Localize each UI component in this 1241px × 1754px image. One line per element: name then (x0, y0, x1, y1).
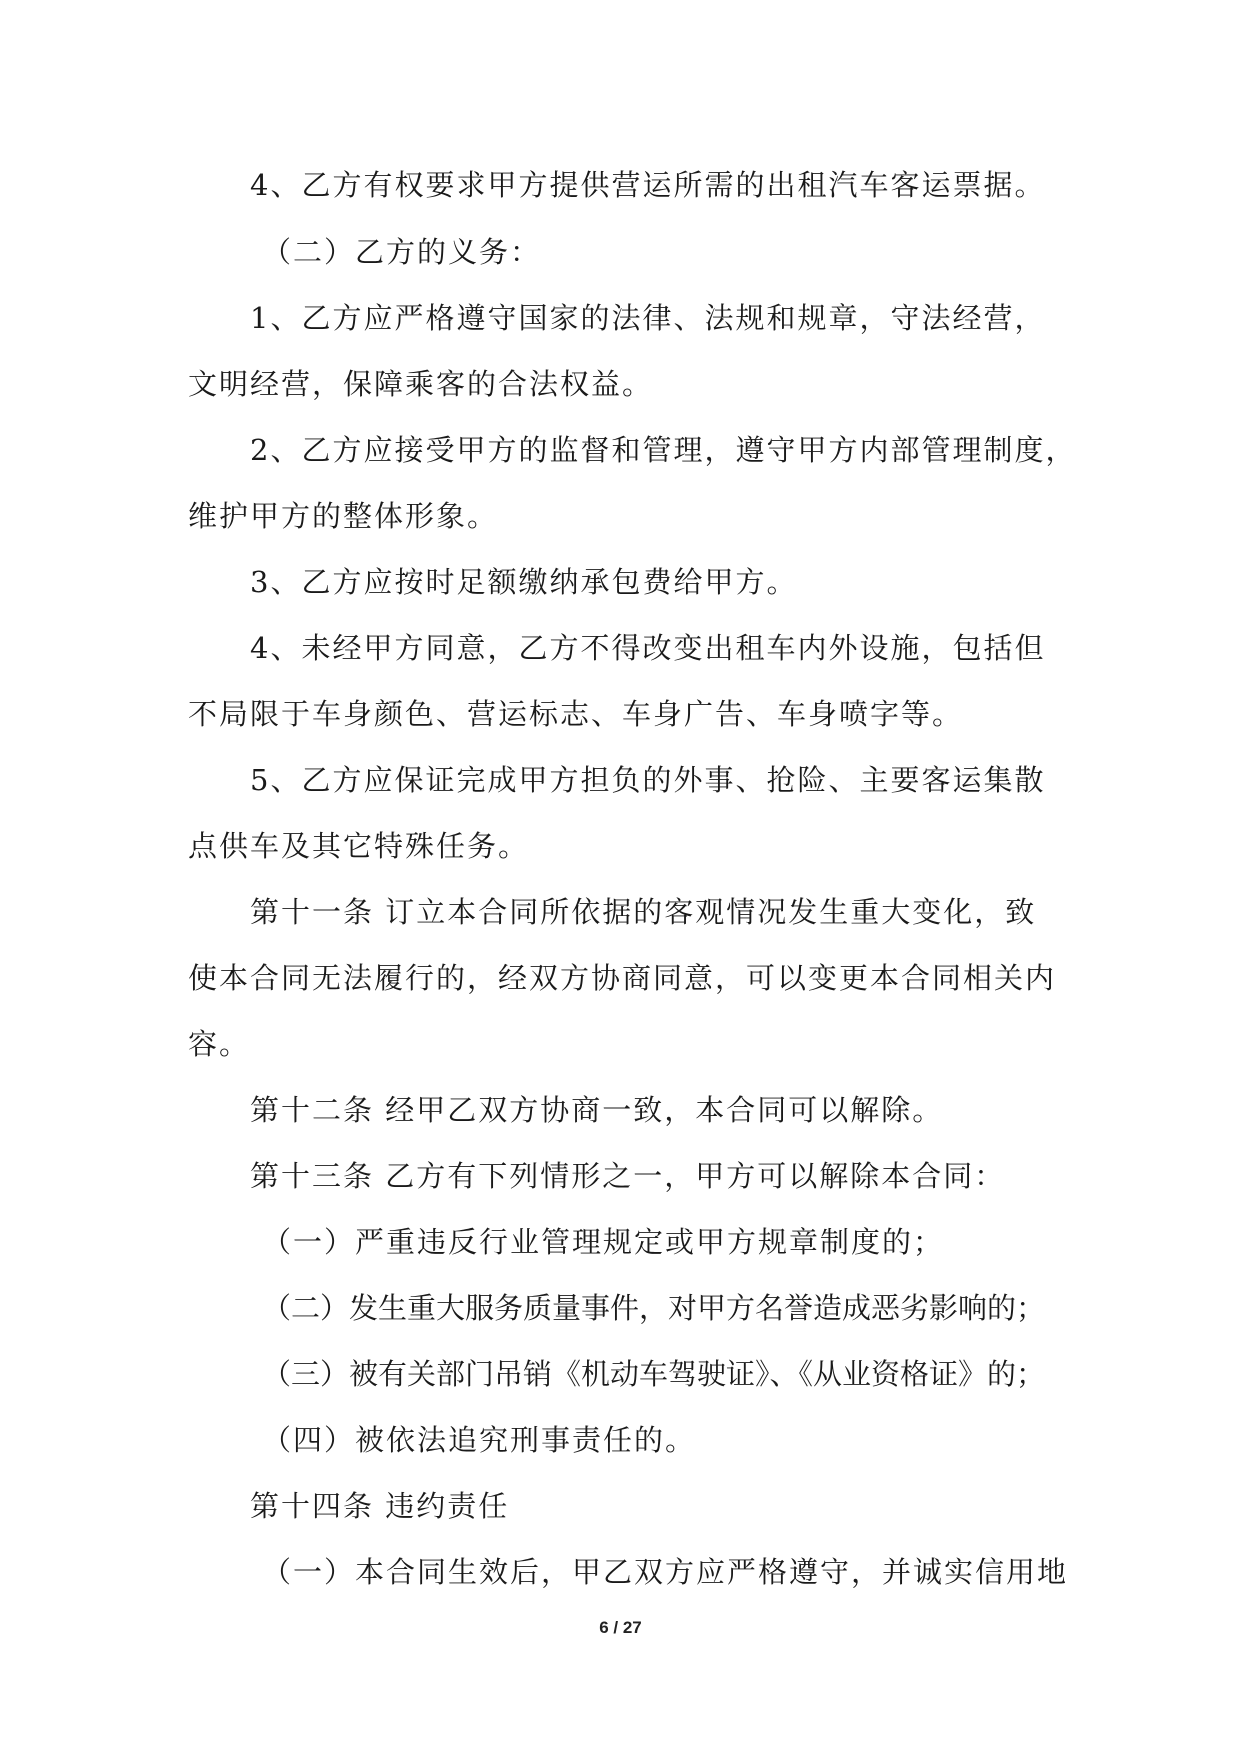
paragraph-line: 文明经营，保障乘客的合法权益。 (188, 367, 654, 401)
paragraph-line: 3、乙方应按时足额缴纳承包费给甲方。 (250, 565, 798, 599)
section-heading: （二）乙方的义务： (262, 235, 542, 269)
paragraph-line: 1、乙方应严格遵守国家的法律、法规和规章，守法经营， (250, 301, 1046, 335)
list-item: （二）发生重大服务质量事件，对甲方名誉造成恶劣影响的； (262, 1291, 1046, 1325)
paragraph-line: 维护甲方的整体形象。 (188, 499, 499, 533)
paragraph-line: 4、乙方有权要求甲方提供营运所需的出租汽车客运票据。 (250, 168, 1046, 202)
article-line: 使本合同无法履行的，经双方协商同意，可以变更本合同相关内 (188, 961, 1057, 995)
page-indicator: 6 / 27 (599, 1618, 642, 1637)
paragraph-line: 5、乙方应保证完成甲方担负的外事、抢险、主要客运集散 (250, 763, 1046, 797)
list-item: （一）严重违反行业管理规定或甲方规章制度的； (262, 1225, 945, 1259)
list-item: （三）被有关部门吊销《机动车驾驶证》、《从业资格证》的； (262, 1357, 1046, 1391)
list-item: （一）本合同生效后，甲乙双方应严格遵守，并诚实信用地 (262, 1555, 1069, 1589)
paragraph-line: 点供车及其它特殊任务。 (188, 829, 530, 863)
paragraph-line: 不局限于车身颜色、营运标志、车身广告、车身喷字等。 (188, 697, 964, 731)
paragraph-line: 4、未经甲方同意，乙方不得改变出租车内外设施，包括但 (250, 631, 1046, 665)
paragraph-line: 2、乙方应接受甲方的监督和管理，遵守甲方内部管理制度， (250, 433, 1077, 467)
article-line: 容。 (188, 1027, 251, 1061)
article-heading: 第十四条 违约责任 (250, 1489, 510, 1523)
article-line: 第十一条 订立本合同所依据的客观情况发生重大变化，致 (250, 895, 1037, 929)
list-item: （四）被依法追究刑事责任的。 (262, 1423, 697, 1457)
article-line: 第十二条 经甲乙双方协商一致，本合同可以解除。 (250, 1093, 944, 1127)
article-line: 第十三条 乙方有下列情形之一，甲方可以解除本合同： (250, 1159, 1006, 1193)
